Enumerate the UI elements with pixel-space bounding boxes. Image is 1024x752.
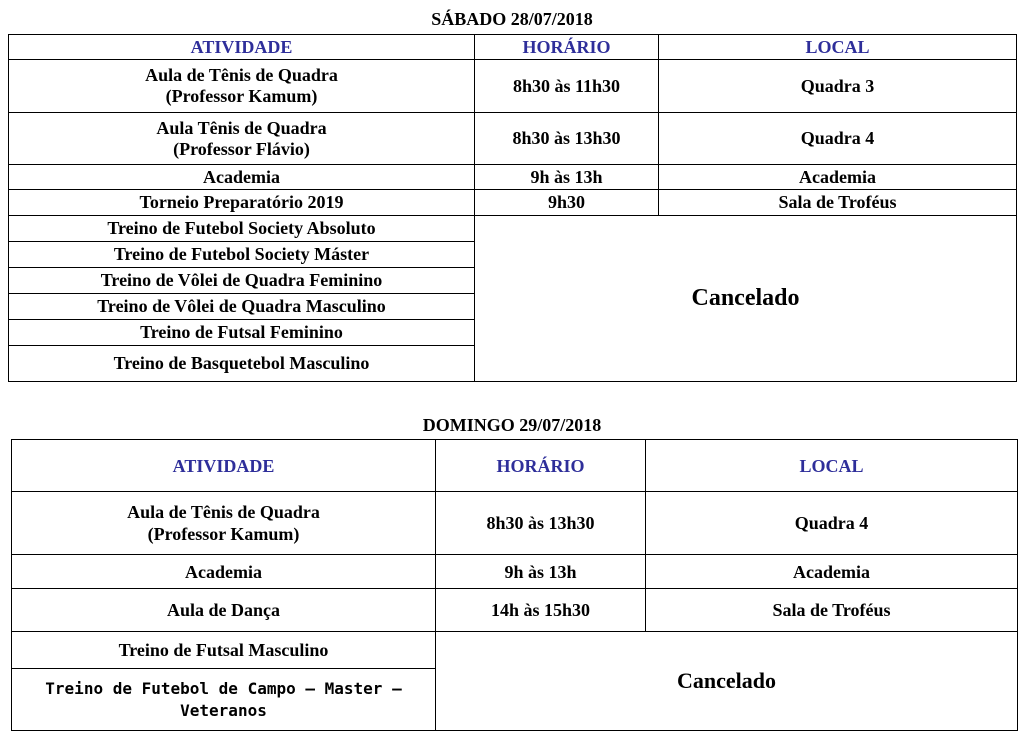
cancelled-status-cell: Cancelado xyxy=(475,216,1017,382)
activity-cell: Academia xyxy=(12,555,436,589)
place-cell: Sala de Troféus xyxy=(659,190,1017,216)
cancelled-activity-cell: Treino de Futsal Masculino xyxy=(12,632,436,669)
activity-instructor: (Professor Kamum) xyxy=(147,524,300,544)
time-cell: 9h30 xyxy=(475,190,659,216)
place-cell: Sala de Troféus xyxy=(646,589,1018,632)
header-time: HORÁRIO xyxy=(436,440,646,492)
table-row xyxy=(12,555,1018,589)
table-header-row xyxy=(9,35,1017,60)
header-time: HORÁRIO xyxy=(475,35,659,60)
table-row xyxy=(9,190,1017,216)
saturday-title: SÁBADO 28/07/2018 xyxy=(431,9,593,29)
cancelled-activity-cell: Treino de Vôlei de Quadra Feminino xyxy=(9,268,475,294)
table-row xyxy=(12,589,1018,632)
activity-name-continued: Veteranos xyxy=(180,700,267,720)
activity-cell: Aula de Dança xyxy=(12,589,436,632)
table-row xyxy=(9,60,1017,113)
time-cell: 8h30 às 13h30 xyxy=(436,492,646,555)
table-row xyxy=(9,113,1017,165)
place-cell: Academia xyxy=(659,165,1017,190)
time-cell: 9h às 13h xyxy=(475,165,659,190)
cancelled-activity-cell: Treino de Futebol Society Máster xyxy=(9,242,475,268)
saturday-schedule-table xyxy=(8,34,1017,382)
cancelled-activity-cell: Treino de Vôlei de Quadra Masculino xyxy=(9,294,475,320)
table-row xyxy=(9,216,1017,242)
time-cell: 14h às 15h30 xyxy=(436,589,646,632)
activity-name: Aula de Tênis de Quadra xyxy=(145,65,338,85)
header-place: LOCAL xyxy=(646,440,1018,492)
activity-name: Aula Tênis de Quadra xyxy=(156,117,327,138)
table-row xyxy=(12,492,1018,555)
place-cell: Quadra 4 xyxy=(659,113,1017,165)
table-row xyxy=(12,632,1018,669)
time-cell: 8h30 às 11h30 xyxy=(475,60,659,113)
time-cell: 9h às 13h xyxy=(436,555,646,589)
activity-instructor: (Professor Flávio) xyxy=(173,138,310,159)
header-activity: ATIVIDADE xyxy=(12,440,436,492)
activity-name: Treino de Futebol de Campo – Master – xyxy=(45,678,402,698)
activity-name: Aula de Tênis de Quadra xyxy=(127,502,320,522)
header-place: LOCAL xyxy=(659,35,1017,60)
sunday-schedule-table xyxy=(11,439,1018,731)
header-activity: ATIVIDADE xyxy=(9,35,475,60)
table-row xyxy=(9,165,1017,190)
activity-cell: Torneio Preparatório 2019 xyxy=(9,190,475,216)
activity-cell xyxy=(12,492,436,555)
table-header-row xyxy=(12,440,1018,492)
cancelled-activity-cell: Treino de Futsal Feminino xyxy=(9,320,475,346)
activity-cell xyxy=(9,113,475,165)
time-cell: 8h30 às 13h30 xyxy=(475,113,659,165)
place-cell: Academia xyxy=(646,555,1018,589)
cancelled-status-cell: Cancelado xyxy=(436,632,1018,731)
activity-cell: Academia xyxy=(9,165,475,190)
cancelled-activity-cell: Treino de Basquetebol Masculino xyxy=(9,346,475,382)
cancelled-activity-cell: Treino de Futebol Society Absoluto xyxy=(9,216,475,242)
sunday-title: DOMINGO 29/07/2018 xyxy=(422,415,602,435)
place-cell: Quadra 4 xyxy=(646,492,1018,555)
activity-cell xyxy=(9,60,475,113)
activity-instructor: (Professor Kamum) xyxy=(165,86,318,106)
place-cell: Quadra 3 xyxy=(659,60,1017,113)
cancelled-activity-cell xyxy=(12,669,436,731)
